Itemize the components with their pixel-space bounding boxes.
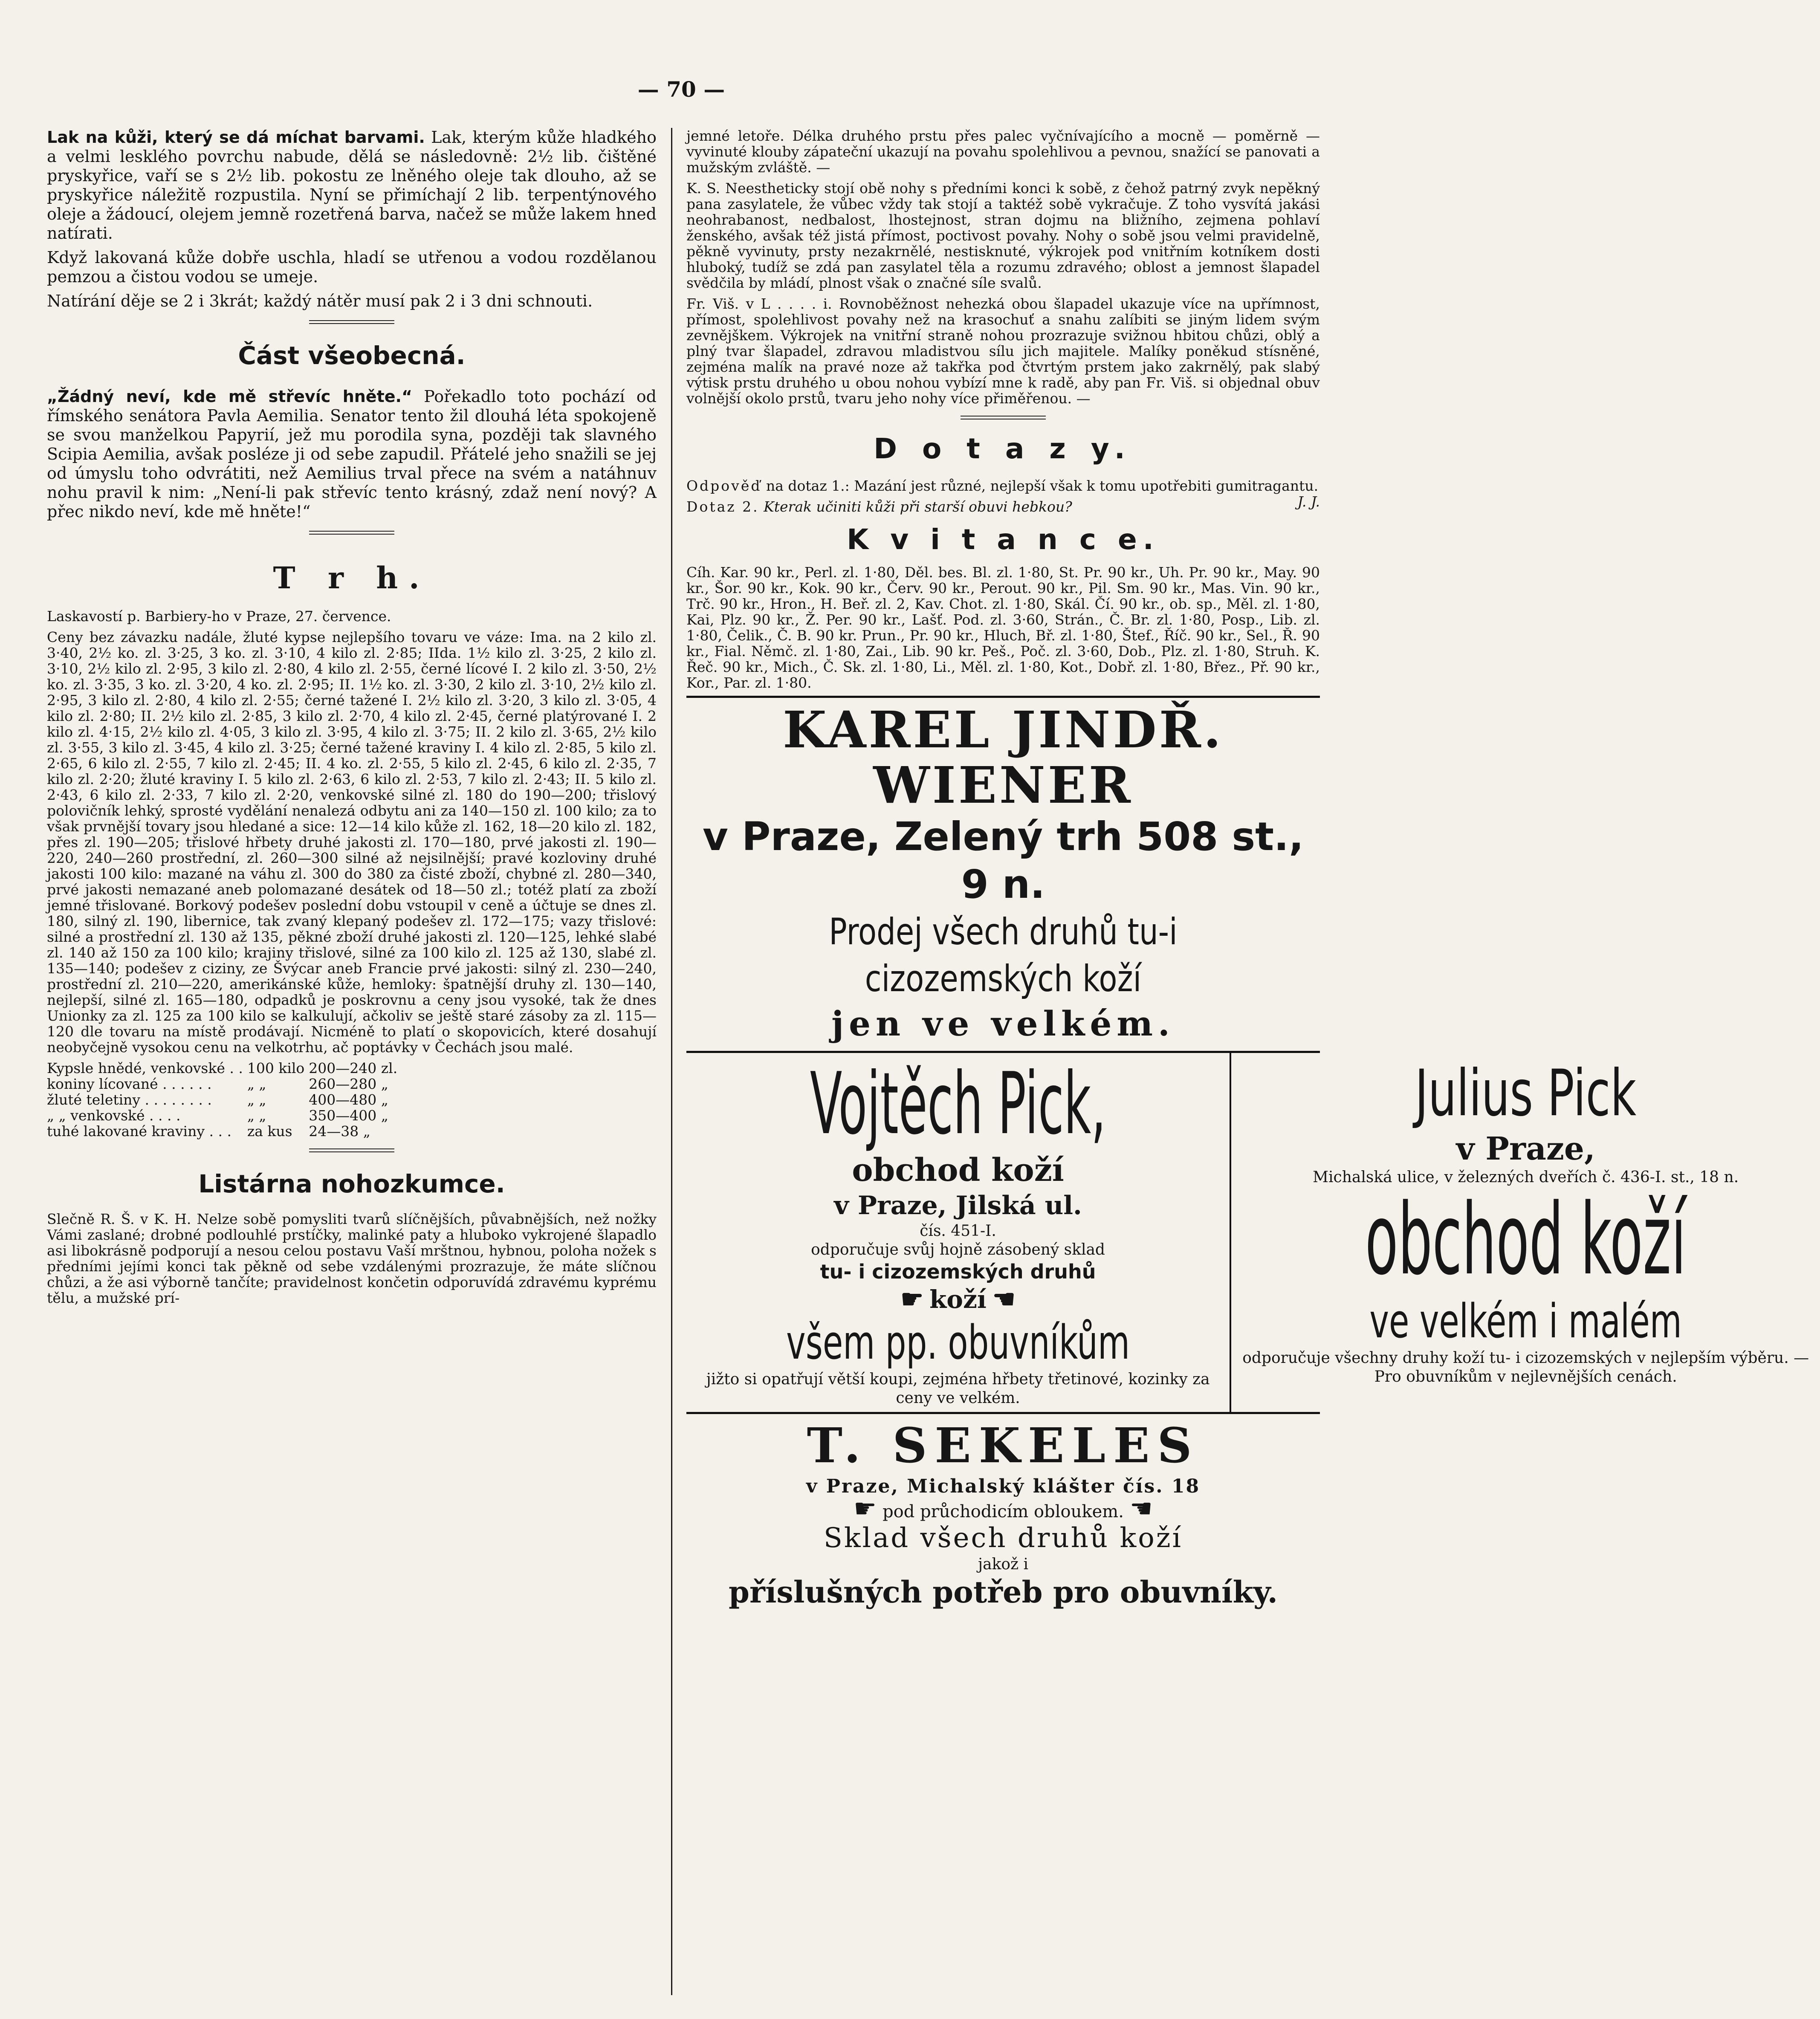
section-divider bbox=[309, 320, 394, 324]
julius-shop: obchod koží bbox=[1365, 1183, 1687, 1297]
page-number: — 70 — bbox=[637, 77, 725, 102]
vojtech-all: všem pp. obuvníkům bbox=[786, 1315, 1130, 1370]
listarna-cont-p1: jemné letoře. Délka druhého prstu přes palec vyčnívajícího a mocně — poměrně — vyvinuté klouby zápateční ukazují na povahu spolehlivou a pevnou, snažící se panovati a mužským zvláště. — bbox=[686, 127, 1320, 176]
price-row bbox=[47, 1060, 402, 1076]
trh-title: T r h. bbox=[273, 560, 431, 596]
dotazy-title: D o t a z y. bbox=[874, 432, 1133, 465]
lak-article bbox=[47, 128, 657, 243]
price-value: 260—280 „ bbox=[309, 1076, 388, 1092]
dotaz-text: Kterak učiniti kůži při starší obuvi hebkou? bbox=[764, 498, 1072, 515]
kvitance-title: K v i t a n c e. bbox=[847, 523, 1160, 556]
julius-pick-ad bbox=[1230, 1053, 1820, 1412]
price-value: 400—480 „ bbox=[309, 1091, 388, 1108]
price-value: 24—38 „ bbox=[309, 1123, 370, 1140]
section-divider bbox=[309, 531, 394, 535]
listarna-cont-p2: K. S. Neestheticky stojí obě nohy s předními konci k sobě, z čehož patrný zvyk nepěkný pana zasylatele, že vůbec vždy tak stojí a taktéž sobě vykračuje. Z toho vysvítá jakási neohrabanost, nedbalost, lhostejnost, stran dojmu na bližního, zejmena pohlaví ženského, avšak též jistá přímost, poctivost povahy. Nohy o sobě jsou velmi pravidelně, pěkně vyvinuty, prsty nezakrnělé, nestisknuté, výkrojek pod vnitřním kotníkem dosti hluboký, tudíž se zdá pan zasylatel těla a rozumu zdravého; oblost a jemnost šlapadel svědčila by mládí, plnost však o značné síle svalů. bbox=[686, 180, 1320, 291]
sekeles-address: v Praze, Michalský klášter čís. 18 bbox=[806, 1475, 1201, 1497]
price-unit: „ „ bbox=[247, 1091, 266, 1108]
cast-title: Část všeobecná. bbox=[238, 341, 466, 370]
vojtech-kozi: koží bbox=[929, 1285, 987, 1314]
cast-article bbox=[47, 387, 657, 521]
section-divider bbox=[309, 1148, 394, 1152]
julius-city: v Praze, bbox=[1456, 1131, 1595, 1167]
sekeles-jakoz: jakož i bbox=[978, 1556, 1029, 1573]
price-item: tuhé lakované kraviny . . . bbox=[47, 1123, 231, 1140]
sekeles-name: T. SEKELES bbox=[807, 1418, 1200, 1474]
price-row bbox=[47, 1123, 402, 1139]
sekeles-passage: pod průchodicím obloukem. bbox=[883, 1502, 1124, 1521]
price-unit: za kus bbox=[247, 1123, 292, 1140]
vojtech-street: v Praze, Jilská ul. bbox=[834, 1191, 1082, 1221]
vojtech-shop: obchod koží bbox=[852, 1152, 1064, 1189]
section-divider bbox=[961, 416, 1046, 419]
price-table bbox=[47, 1060, 402, 1139]
odpoved-signature: J. J. bbox=[1297, 493, 1320, 510]
sekeles-ad bbox=[686, 1414, 1320, 1611]
pointing-hand-left-icon: ☚ bbox=[1129, 1494, 1153, 1524]
price-unit: „ „ bbox=[247, 1107, 266, 1124]
vojtech-domestic: tu- i cizozemských druhů bbox=[820, 1260, 1096, 1283]
pointing-hand-right-icon: ☛ bbox=[900, 1284, 924, 1314]
left-column bbox=[47, 128, 657, 1311]
wiener-last: jen ve velkém. bbox=[831, 1004, 1175, 1044]
vojtech-name: Vojtěch Pick, bbox=[810, 1054, 1106, 1154]
listarna-cont-p3: Fr. Viš. v L . . . . i. Rovnoběžnost nehezká obou šlapadel ukazuje více na upřímnost, přímost, spolehlivost povahy než na krasochuť a snahu zalíbiti se jiným lidem svým zevnějškem. Výkrojek na vnitřní straně nohou prozrazuje svižnou hbitou chůzi, oblý a plný tvar šlapadel, zdravou mladistvou sílu jich majitele. Malíky poněkud stísněné, zejména malík na pravé noze až takřka pod čtvrtým prstem jako zakrnělý, pak slabý výtisk prstu druhého u obou nohou vybízí mne k radě, aby pan Fr. Viš. si objednal obuv volnější okolo prstů, tvaru jeho nohy více přiměřenou. — bbox=[686, 295, 1320, 407]
dotaz bbox=[686, 499, 1320, 515]
price-row bbox=[47, 1108, 402, 1123]
trh-section bbox=[47, 608, 657, 1055]
dotaz-label: Dotaz 2. bbox=[686, 498, 759, 515]
vojtech-number: čís. 451-I. bbox=[920, 1222, 996, 1240]
price-value: 350—400 „ bbox=[309, 1107, 388, 1124]
price-unit: „ „ bbox=[247, 1076, 266, 1092]
price-item: „ „ venkovské . . . . bbox=[47, 1107, 181, 1124]
wiener-address: v Praze, Zelený trh 508 st., 9 n. bbox=[703, 814, 1304, 907]
kvitance-p: Cíh. Kar. 90 kr., Perl. zl. 1·80, Děl. bes. Bl. zl. 1·80, St. Pr. 90 kr., Uh. Pr. 90 kr., May. 90 kr., Šor. 90 kr., Kok. 90 kr., Červ. 90 kr., Perout. 90 kr., Pil. Sm. 90 kr., Mas. Vin. 90 kr., Trč. 90 kr., Hron., H. Beř. zl. 2, Kav. Chot. zl. 1·80, Skál. Čí. 90 kr., ob. sp., Měl. zl. 1·80, Kai, Plz. 90 kr., Ž. Per. 90 kr., Lašť. Pod. zl. 3·60, Strán., Č. Br. zl. 1·80, Posp., Lib. zl. 1·80, Čelik., Č. B. 90 kr. Prun., Pr. 90 kr., Hluch, Bř. zl. 1·80, Štef., Říč. 90 kr., Sel., Ř. 90 kr., Fial. Němč. zl. 1·80, Zai., Lib. 90 kr. Peš., Poč. zl. 3·60, Dob., Plz. zl. 1·80, Struh. K. Řeč. 90 kr., Mich., Č. Sk. zl. 1·80, Li., Měl. zl. 1·80, Kot., Dobř. zl. 1·80, Břez., Př. 90 kr., Kor., Par. zl. 1·80. bbox=[686, 564, 1320, 691]
julius-recommend: odporučuje všechny druhy koží tu- i cizozemských v nejlepším výběru. — Pro obuvníkům v nejlevnějších cenách. bbox=[1242, 1349, 1809, 1386]
pointing-hand-right-icon: ☛ bbox=[854, 1494, 877, 1524]
vojtech-tail: jižto si opatřují větší koupi, zejména hřbety třetinové, kozinky za ceny ve velkém. bbox=[706, 1371, 1210, 1407]
julius-scale: ve velkém i malém bbox=[1369, 1294, 1682, 1348]
trh-p1: Laskavostí p. Barbiery-ho v Praze, 27. července. bbox=[47, 608, 391, 625]
price-unit: 100 kilo bbox=[247, 1060, 305, 1076]
price-row bbox=[47, 1076, 402, 1092]
cast-p: Pořekadlo toto pochází od římského senátora Pavla Aemilia. Senator tento žil dlouhá léta spokojeně se svou manželkou Papyrií, jež mu porodila syna, později tak slavného Scipia Aemilia, avšak posléze ji od sebe zapudil. Přátelé jeho snažili se jej od úmyslu toho odvrátiti, než Aemilius trval přece na svém a natáhnuv nohu pravil k nim: „Není-li pak střevíc tento krásný, zdaž není nový? A přec nikdo neví, kde mě hněte!“ bbox=[47, 387, 657, 521]
vojtech-pick-ad bbox=[686, 1053, 1230, 1412]
lak-lead: Lak na kůži, který se dá míchat barvami. bbox=[47, 128, 425, 147]
lak-p1: Lak, kterým kůže hladkého a velmi lesklého povrchu nabude, dělá se následovně: 2½ lib. čištěné pryskyřice, vaří se s 2½ lib. pokostu ze lněného oleje tak dlouho, až se pryskyřice náležitě rozpustila. Nyní se přimíchají 2 lib. terpentýnového oleje a žádoucí, olejem jemně rozetřená barva, načež se může lakem hned natírati. bbox=[47, 128, 657, 243]
column-divider bbox=[671, 128, 672, 1995]
sekeles-last: příslušných potřeb pro obuvníky. bbox=[729, 1574, 1278, 1610]
cast-lead: „Žádný neví, kde mě střevíc hněte.“ bbox=[47, 387, 412, 406]
odpoved-text: na dotaz 1.: Mazání jest různé, nejlepší však k tomu upotřebiti gumitragantu. bbox=[766, 477, 1319, 494]
vojtech-recommend: odporučuje svůj hojně zásobený sklad bbox=[811, 1241, 1105, 1258]
sekeles-passage-line bbox=[686, 1494, 1320, 1524]
wiener-line: Prodej všech druhů tu-i cizozemských koží bbox=[829, 911, 1178, 1000]
listarna-title: Listárna nohozkumce. bbox=[198, 1169, 505, 1198]
listarna-p: Slečně R. Š. v K. H. Nelze sobě pomysliti tvarů slíčnějších, půvabnějších, než nožky Vámi zaslané; drobné podlouhlé prstíčky, malinké paty a hluboko vykrojené šlapadlo asi libokrásně podporují a nesou celou postavu Vaší mrštnou, hybnou, poloha nožek s předními jejími konci tak pěkně od sebe vzdálenými prozrazuje, že máte slíčnou chůzi, a že asi výborně tančíte; pravidelnost končetin odporuvídá zdravému kyprému tělu, a mužské prí- bbox=[47, 1211, 657, 1306]
julius-name: Julius Pick bbox=[1415, 1056, 1637, 1131]
price-row bbox=[47, 1092, 402, 1108]
price-item: žluté teletiny . . . . . . . . bbox=[47, 1091, 212, 1108]
lak-p2: Když lakovaná kůže dobře uschla, hladí se utřenou a vodou rozdělanou pemzou a čistou vodou se umeje. bbox=[47, 248, 657, 286]
wiener-ad bbox=[686, 696, 1320, 1045]
lak-p3: Natírání děje se 2 i 3krát; každý nátěr musí pak 2 i 3 dni schnouti. bbox=[47, 292, 593, 310]
pointing-hand-left-icon: ☚ bbox=[992, 1284, 1016, 1314]
wiener-name: KAREL JINDŘ. WIENER bbox=[783, 700, 1224, 815]
pick-ads bbox=[686, 1051, 1809, 1414]
odpoved-label: Odpověď bbox=[686, 477, 762, 494]
right-column bbox=[686, 127, 1809, 1611]
sekeles-sklad: Sklad všech druhů koží bbox=[824, 1522, 1183, 1554]
trh-p2: Ceny bez závazku nadále, žluté kypse nejlepšího tovaru ve váze: Ima. na 2 kilo zl. 3·40, 2½ ko. zl. 3·25, 3 ko. zl. 3·10, 4 kilo zl. 2·85; IIda. 1½ kilo zl. 3·25, 2 kilo zl. 3·10, 2½ kilo zl. 2·95, 3 kilo zl. 2·80, 4 kilo zl. 2·55, černé lícové I. 2 kilo zl. 3·50, 2½ ko. zl. 3·35, 3 ko. zl. 3·20, 4 ko. zl. 2·95; II. 1½ ko. zl. 3·30, 2 kilo zl. 3·10, 2½ kilo zl. 2·95, 3 kilo zl. 2·80, 4 kilo zl. 2·55; černé tažené I. 2½ kilo zl. 3·20, 3 kilo zl. 3·05, 4 kilo zl. 2·80; II. 2½ kilo zl. 2·85, 3 kilo zl. 2·70, 4 kilo zl. 2·45, černé platýrované I. 2 kilo zl. 4·15, 2½ kilo zl. 4·05, 3 kilo zl. 3·95, 4 kilo zl. 3·75; II. 2 kilo zl. 3·65, 2½ kilo zl. 3·55, 3 kilo zl. 3·45, 4 kilo zl. 3·25; černé tažené kraviny I. 4 kilo zl. 2·85, 5 kilo zl. 2·65, 6 kilo zl. 2·55, 7 kilo zl. 2·45; II. 4 ko. zl. 2·55, 5 kilo zl. 2·45, 6 kilo zl. 2·35, 7 kilo zl. 2·20; žluté kraviny I. 5 kilo zl. 2·63, 6 kilo zl. 2·53, 7 kilo zl. 2·43; II. 5 kilo zl. 2·43, 6 kilo zl. 2·33, 7 kilo zl. 2·20, venkovské silné zl. 180 do 190—200; třislový polovičník lehký, sprosté vydělání nenalezá odbytu ani za 140—150 zl. 100 kilo; za to však prvnější tovary jsou hledané a sice: 12—14 kilo kůže zl. 162, 18—20 kilo zl. 182, přes zl. 190—205; třislové hřbety druhé jakosti zl. 170—180, prvé jakosti zl. 190—220, 240—260 prostřední, zl. 260—300 silné až nejsilnější; pravé kozloviny druhé jakosti 100 kilo: mazané na váhu zl. 300 do 380 za čisté zboží, chybné zl. 280—340, prvé jakosti nemazané aneb polomazané desátek od 18—50 zl.; totéž platí za zboží jemné třislované. Borkový podešev poslední dobu vstoupil v ceně a účtuje se dnes zl. 180, silný zl. 190, libernice, tak zvaný klepaný podešev zl. 172—175; vazy třislové: silné a prostřední zl. 130 až 135, pěkné zboží druhé jakosti zl. 120—125, lehké slabé zl. 140 až 150 za 100 kilo; krajiny třislové, silné za 100 kilo zl. 125 až 130, slabé zl. 135—140; podešev z ciziny, ze Švýcar aneb Francie prvé jakosti: silný zl. 230—240, prostřední zl. 210—220, amerikánské kůže, hemloky: špatnější druhy zl. 130—140, nejlepší, silné zl. 165—180, odpadků je poskrovnu a ceny jsou vysoké, tak že dnes Unionky za zl. 125 za 100 kilo se kalkulují, ačkoliv se ještě staré zásoby za zl. 115—120 dle tovaru na místě prodávají. Nicméně to platí o skopovicích, které dosahují neobyčejně vysokou cenu na velkotrhu, ač poptávky v Čechách jsou malé. bbox=[47, 629, 657, 1056]
price-item: koniny lícované . . . . . . bbox=[47, 1076, 212, 1092]
julius-street: Michalská ulice, v železných dveřích č. 436-I. st., 18 n. bbox=[1313, 1169, 1739, 1186]
vojtech-kozi-line bbox=[689, 1284, 1227, 1315]
price-item: Kypsle hnědé, venkovské . . bbox=[47, 1060, 243, 1076]
price-value: 200—240 zl. bbox=[309, 1060, 398, 1076]
